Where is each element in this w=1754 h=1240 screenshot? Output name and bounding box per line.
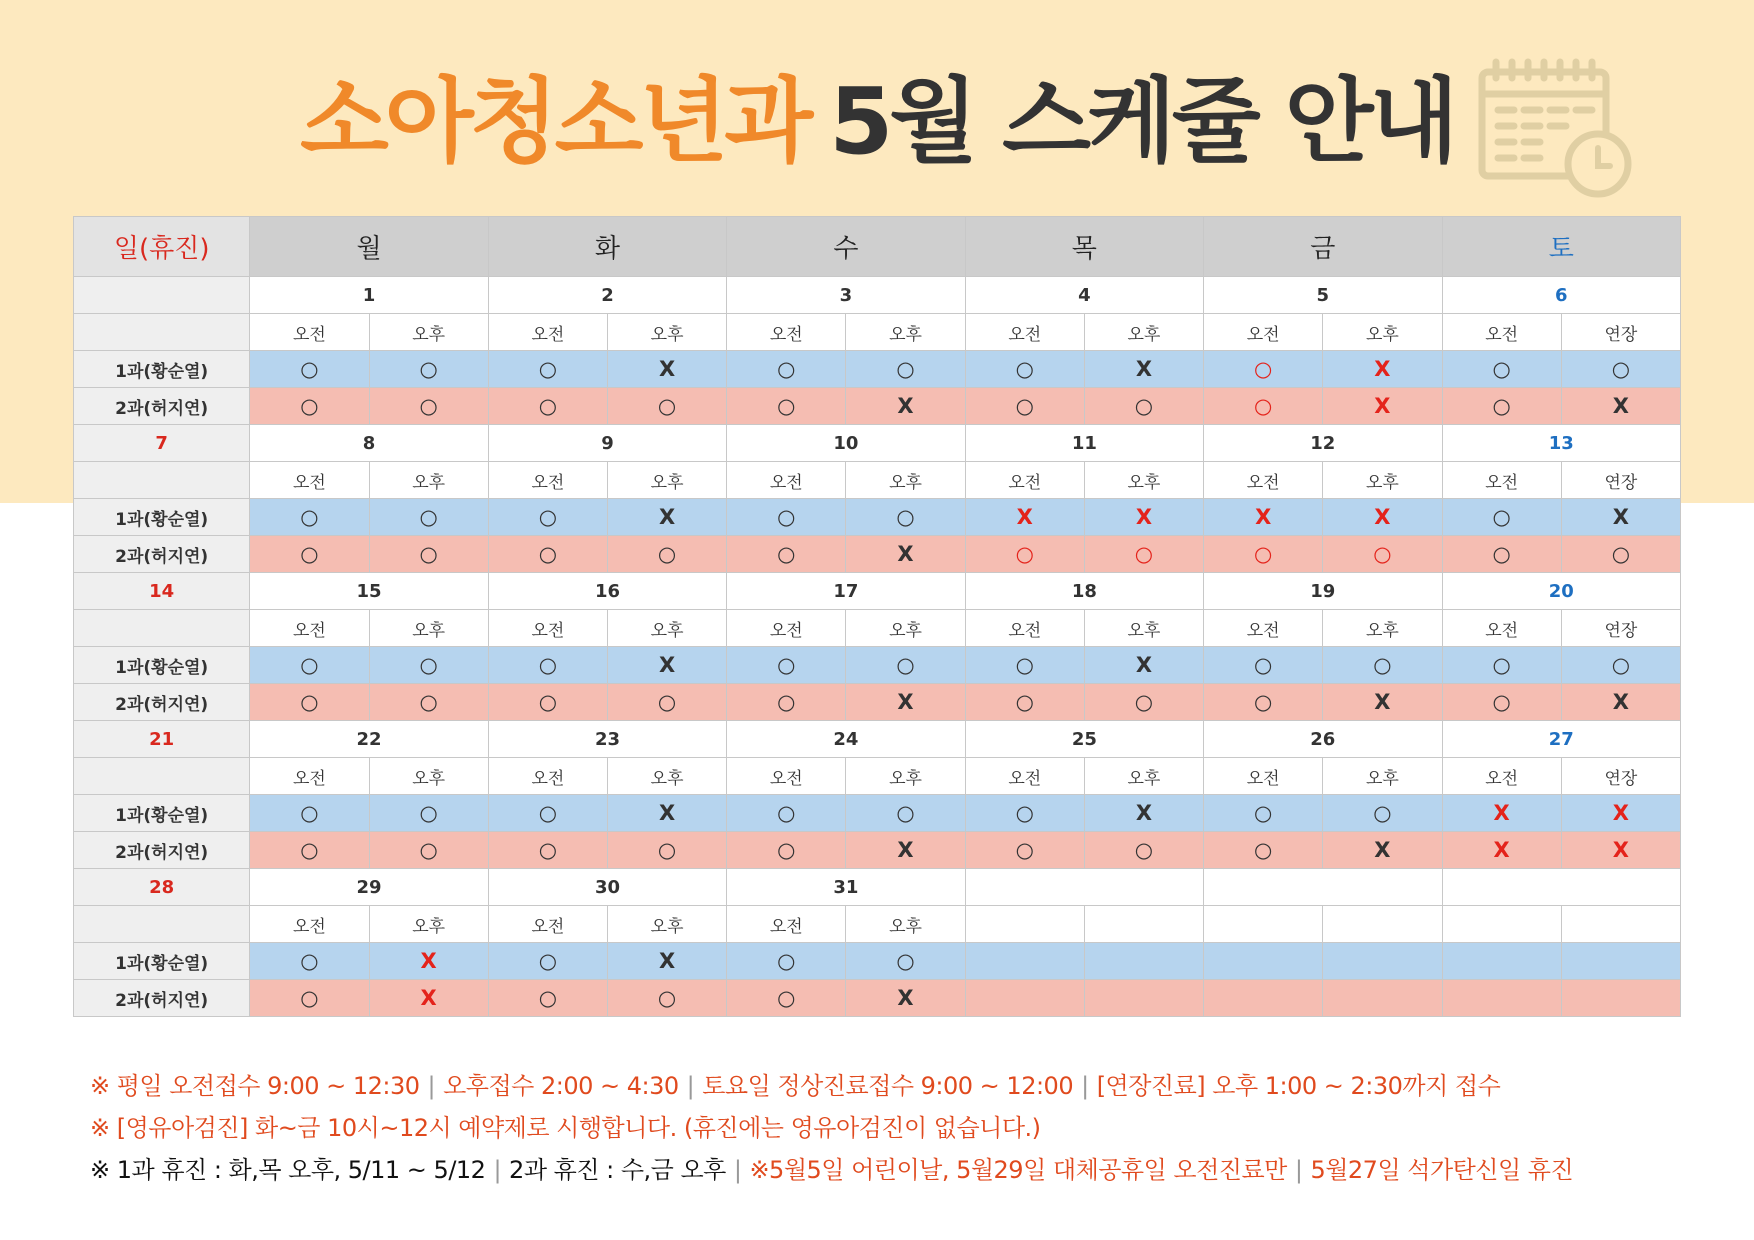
availability-cell: ○ (727, 499, 846, 536)
availability-cell: ○ (488, 832, 607, 869)
ampm-cell: 오후 (846, 314, 965, 351)
date-row (74, 425, 1681, 462)
availability-cell: ○ (250, 647, 369, 684)
ampm-label-cell (74, 906, 250, 943)
ampm-cell: 오전 (1204, 610, 1323, 647)
doctor1-row (74, 943, 1681, 980)
availability-cell: ○ (965, 647, 1084, 684)
availability-cell (1442, 943, 1561, 980)
note-weekday-afternoon: 오후접수 2:00 ~ 4:30 (443, 1072, 679, 1100)
ampm-cell: 오후 (607, 314, 726, 351)
availability-cell: ○ (1204, 795, 1323, 832)
availability-cell: X (1442, 832, 1561, 869)
availability-cell: ○ (369, 647, 488, 684)
availability-cell: X (1323, 684, 1442, 721)
ampm-cell (1204, 906, 1323, 943)
date-cell: 23 (488, 721, 726, 758)
ampm-cell: 오후 (1323, 758, 1442, 795)
availability-cell: ○ (369, 388, 488, 425)
ampm-cell: 오전 (1442, 758, 1561, 795)
availability-cell: X (607, 647, 726, 684)
doctor1-row (74, 795, 1681, 832)
availability-cell: X (1561, 499, 1680, 536)
availability-cell (965, 980, 1084, 1017)
availability-cell: X (607, 943, 726, 980)
ampm-cell: 오전 (965, 758, 1084, 795)
doctor2-label: 2과(허지연) (74, 980, 250, 1017)
availability-cell: X (846, 388, 965, 425)
availability-cell: ○ (965, 351, 1084, 388)
note-separator: | (733, 1156, 742, 1184)
ampm-cell: 오전 (1204, 758, 1323, 795)
ampm-cell: 오후 (1084, 610, 1203, 647)
availability-cell: ○ (1323, 647, 1442, 684)
doctor1-label: 1과(황순열) (74, 499, 250, 536)
date-cell: 27 (1442, 721, 1680, 758)
date-cell: 24 (727, 721, 965, 758)
availability-cell: ○ (488, 647, 607, 684)
availability-cell: ○ (846, 943, 965, 980)
ampm-cell: 오전 (488, 610, 607, 647)
availability-cell: ○ (1442, 684, 1561, 721)
availability-cell: ○ (250, 943, 369, 980)
ampm-row (74, 610, 1681, 647)
availability-cell: ○ (250, 832, 369, 869)
doctor2-label: 2과(허지연) (74, 684, 250, 721)
ampm-cell (1442, 906, 1561, 943)
ampm-cell: 연장 (1561, 610, 1680, 647)
doctor2-row (74, 684, 1681, 721)
availability-cell: ○ (250, 980, 369, 1017)
ampm-cell: 오전 (1442, 610, 1561, 647)
availability-cell: ○ (965, 684, 1084, 721)
date-cell: 19 (1204, 573, 1442, 610)
availability-cell (1442, 980, 1561, 1017)
ampm-cell (1084, 906, 1203, 943)
ampm-cell: 오후 (369, 906, 488, 943)
availability-cell: ○ (846, 647, 965, 684)
title-schedule: 5월 스케쥴 안내 (829, 68, 1455, 175)
ampm-cell: 오후 (607, 462, 726, 499)
availability-cell: X (607, 499, 726, 536)
availability-cell: ○ (1561, 647, 1680, 684)
ampm-cell: 오후 (1323, 462, 1442, 499)
date-cell: 18 (965, 573, 1203, 610)
availability-cell: ○ (369, 832, 488, 869)
availability-cell: X (1084, 499, 1203, 536)
availability-cell: ○ (727, 980, 846, 1017)
availability-cell: ○ (369, 499, 488, 536)
date-row (74, 721, 1681, 758)
availability-cell: ○ (727, 351, 846, 388)
availability-cell: ○ (1084, 388, 1203, 425)
ampm-row (74, 462, 1681, 499)
date-cell: 20 (1442, 573, 1680, 610)
availability-cell: ○ (607, 684, 726, 721)
availability-cell: ○ (1204, 832, 1323, 869)
ampm-cell: 오전 (250, 906, 369, 943)
availability-cell (1561, 980, 1680, 1017)
ampm-label-cell (74, 758, 250, 795)
availability-cell: ○ (607, 980, 726, 1017)
date-cell: 31 (727, 869, 965, 906)
date-cell: 10 (727, 425, 965, 462)
availability-cell (1561, 943, 1680, 980)
availability-cell: ○ (1442, 536, 1561, 573)
availability-cell: ○ (965, 388, 1084, 425)
availability-cell: ○ (488, 684, 607, 721)
availability-cell: ○ (250, 795, 369, 832)
date-cell: 13 (1442, 425, 1680, 462)
ampm-label-cell (74, 610, 250, 647)
availability-cell: ○ (727, 684, 846, 721)
availability-cell: ○ (488, 980, 607, 1017)
availability-cell: ○ (1084, 832, 1203, 869)
ampm-row (74, 314, 1681, 351)
availability-cell: ○ (250, 684, 369, 721)
availability-cell: ○ (250, 351, 369, 388)
availability-cell: X (1323, 499, 1442, 536)
doctor2-label: 2과(허지연) (74, 832, 250, 869)
date-cell: 6 (1442, 277, 1680, 314)
note-buddha-day: 5월27일 석가탄신일 휴진 (1310, 1156, 1574, 1184)
doctor1-label: 1과(황순열) (74, 647, 250, 684)
availability-cell: ○ (1084, 536, 1203, 573)
date-cell: 4 (965, 277, 1203, 314)
ampm-cell: 오전 (488, 462, 607, 499)
availability-cell: ○ (1204, 351, 1323, 388)
availability-cell (1084, 980, 1203, 1017)
ampm-cell: 오후 (1084, 314, 1203, 351)
sunday-date: 7 (74, 425, 250, 462)
ampm-cell: 오후 (846, 610, 965, 647)
ampm-row (74, 758, 1681, 795)
availability-cell (1323, 943, 1442, 980)
date-cell (1204, 869, 1442, 906)
ampm-cell: 오전 (965, 314, 1084, 351)
calendar-clock-icon (1476, 58, 1636, 202)
date-cell: 16 (488, 573, 726, 610)
ampm-cell: 연장 (1561, 758, 1680, 795)
date-row (74, 573, 1681, 610)
ampm-cell (1561, 906, 1680, 943)
ampm-cell: 오후 (1084, 758, 1203, 795)
weekday-header-row (74, 217, 1681, 277)
ampm-cell: 오후 (369, 758, 488, 795)
date-cell (965, 869, 1203, 906)
availability-cell: X (1561, 795, 1680, 832)
ampm-cell: 오후 (607, 758, 726, 795)
note-separator: | (1081, 1072, 1089, 1100)
weekday-tuesday: 화 (488, 217, 726, 277)
date-cell: 15 (250, 573, 488, 610)
date-cell: 5 (1204, 277, 1442, 314)
date-cell: 1 (250, 277, 488, 314)
ampm-cell (965, 906, 1084, 943)
weekday-thursday: 목 (965, 217, 1203, 277)
availability-cell (1204, 980, 1323, 1017)
availability-cell: ○ (1442, 388, 1561, 425)
availability-cell: ○ (607, 536, 726, 573)
ampm-cell: 오전 (250, 758, 369, 795)
note-extended: [연장진료] 오후 1:00 ~ 2:30까지 접수 (1096, 1072, 1501, 1100)
date-cell: 12 (1204, 425, 1442, 462)
ampm-cell: 오후 (846, 462, 965, 499)
availability-cell: ○ (1323, 795, 1442, 832)
sunday-date: 28 (74, 869, 250, 906)
ampm-label-cell (74, 314, 250, 351)
doctor1-label: 1과(황순열) (74, 351, 250, 388)
ampm-label-cell (74, 462, 250, 499)
availability-cell: ○ (846, 499, 965, 536)
availability-cell: X (846, 536, 965, 573)
availability-cell: ○ (488, 795, 607, 832)
date-cell: 25 (965, 721, 1203, 758)
availability-cell: ○ (488, 388, 607, 425)
ampm-cell: 오전 (727, 462, 846, 499)
doctor2-label: 2과(허지연) (74, 536, 250, 573)
note-separator: | (427, 1072, 436, 1100)
ampm-cell: 오전 (250, 314, 369, 351)
note-holidays: ※5월5일 어린이날, 5월29일 대체공휴일 오전진료만 (749, 1156, 1287, 1184)
weekday-saturday: 토 (1442, 217, 1680, 277)
ampm-cell: 오후 (1084, 462, 1203, 499)
availability-cell: ○ (1204, 647, 1323, 684)
ampm-cell: 오후 (846, 758, 965, 795)
weekday-friday: 금 (1204, 217, 1442, 277)
ampm-cell: 오전 (1204, 314, 1323, 351)
ampm-cell: 오전 (1204, 462, 1323, 499)
availability-cell (1084, 943, 1203, 980)
note-weekday-morning: ※ 평일 오전접수 9:00 ~ 12:30 (90, 1072, 420, 1100)
availability-cell: ○ (1442, 499, 1561, 536)
ampm-row (74, 906, 1681, 943)
availability-cell: ○ (727, 943, 846, 980)
availability-cell: ○ (250, 536, 369, 573)
date-cell: 17 (727, 573, 965, 610)
note-separator: | (1294, 1156, 1303, 1184)
availability-cell: X (607, 795, 726, 832)
ampm-cell: 오후 (607, 906, 726, 943)
availability-cell: X (607, 351, 726, 388)
ampm-cell: 오전 (965, 610, 1084, 647)
availability-cell: ○ (488, 351, 607, 388)
date-cell: 9 (488, 425, 726, 462)
date-cell: 11 (965, 425, 1203, 462)
ampm-cell: 오전 (965, 462, 1084, 499)
ampm-cell: 오전 (250, 462, 369, 499)
title-department: 소아청소년과 (300, 68, 810, 175)
availability-cell: X (1084, 647, 1203, 684)
ampm-cell: 오후 (369, 314, 488, 351)
availability-cell: X (846, 980, 965, 1017)
doctor2-row (74, 388, 1681, 425)
date-cell: 2 (488, 277, 726, 314)
ampm-cell: 오후 (1323, 314, 1442, 351)
date-row (74, 277, 1681, 314)
ampm-cell: 오후 (1323, 610, 1442, 647)
availability-cell: ○ (488, 499, 607, 536)
availability-cell: ○ (727, 795, 846, 832)
date-cell: 8 (250, 425, 488, 462)
availability-cell (1204, 943, 1323, 980)
availability-cell: X (1084, 795, 1203, 832)
note-closures (90, 1149, 1710, 1191)
note-2gwa-closed: 2과 휴진 : 수,금 오후 (509, 1156, 726, 1184)
availability-cell: ○ (1204, 684, 1323, 721)
notes (90, 1065, 1710, 1191)
date-cell: 22 (250, 721, 488, 758)
availability-cell: X (1204, 499, 1323, 536)
availability-cell (965, 943, 1084, 980)
note-separator: | (493, 1156, 502, 1184)
date-cell: 30 (488, 869, 726, 906)
availability-cell: ○ (1442, 647, 1561, 684)
ampm-cell: 오전 (488, 758, 607, 795)
availability-cell: ○ (727, 832, 846, 869)
doctor2-row (74, 980, 1681, 1017)
availability-cell: ○ (488, 536, 607, 573)
availability-cell: X (1323, 832, 1442, 869)
ampm-cell: 연장 (1561, 314, 1680, 351)
doctor2-label: 2과(허지연) (74, 388, 250, 425)
ampm-cell: 오전 (727, 906, 846, 943)
availability-cell: ○ (965, 832, 1084, 869)
ampm-cell: 오후 (369, 462, 488, 499)
availability-cell: X (1442, 795, 1561, 832)
availability-cell: ○ (846, 795, 965, 832)
availability-cell: X (1323, 388, 1442, 425)
availability-cell: ○ (727, 647, 846, 684)
note-saturday: 토요일 정상진료접수 9:00 ~ 12:00 (702, 1072, 1074, 1100)
availability-cell: X (1561, 388, 1680, 425)
ampm-cell: 오후 (846, 906, 965, 943)
doctor2-row (74, 832, 1681, 869)
availability-cell: ○ (369, 684, 488, 721)
ampm-cell: 오전 (727, 758, 846, 795)
availability-cell: ○ (727, 388, 846, 425)
availability-cell: ○ (1204, 536, 1323, 573)
ampm-cell: 연장 (1561, 462, 1680, 499)
availability-cell: ○ (369, 536, 488, 573)
doctor1-row (74, 499, 1681, 536)
availability-cell (1323, 980, 1442, 1017)
ampm-cell (1323, 906, 1442, 943)
ampm-cell: 오전 (488, 906, 607, 943)
availability-cell: X (369, 943, 488, 980)
sunday-date (74, 277, 250, 314)
availability-cell: X (1561, 832, 1680, 869)
availability-cell: ○ (250, 499, 369, 536)
doctor2-row (74, 536, 1681, 573)
availability-cell: ○ (965, 536, 1084, 573)
availability-cell: ○ (727, 536, 846, 573)
schedule-table (73, 216, 1681, 1017)
availability-cell: ○ (846, 351, 965, 388)
ampm-cell: 오전 (488, 314, 607, 351)
ampm-cell: 오후 (369, 610, 488, 647)
ampm-cell: 오전 (250, 610, 369, 647)
availability-cell: ○ (965, 795, 1084, 832)
date-cell: 3 (727, 277, 965, 314)
availability-cell: ○ (1323, 536, 1442, 573)
weekday-monday: 월 (250, 217, 488, 277)
availability-cell: ○ (1561, 536, 1680, 573)
weekday-sunday: 일(휴진) (74, 217, 250, 277)
availability-cell: X (1084, 351, 1203, 388)
ampm-cell: 오전 (1442, 462, 1561, 499)
availability-cell: ○ (369, 795, 488, 832)
date-cell: 26 (1204, 721, 1442, 758)
note-checkup: ※ [영유아검진] 화~금 10시~12시 예약제로 시행합니다. (휴진에는 영유아검진이 없습니다.) (90, 1114, 1041, 1142)
date-row (74, 869, 1681, 906)
availability-cell: X (846, 832, 965, 869)
ampm-cell: 오전 (727, 314, 846, 351)
doctor1-row (74, 647, 1681, 684)
availability-cell: X (846, 684, 965, 721)
sunday-date: 21 (74, 721, 250, 758)
note-separator: | (686, 1072, 695, 1100)
availability-cell: ○ (250, 388, 369, 425)
availability-cell: X (1561, 684, 1680, 721)
availability-cell: ○ (369, 351, 488, 388)
availability-cell: ○ (1204, 388, 1323, 425)
availability-cell: X (965, 499, 1084, 536)
date-cell (1442, 869, 1680, 906)
sunday-date: 14 (74, 573, 250, 610)
ampm-cell: 오전 (727, 610, 846, 647)
availability-cell: ○ (1442, 351, 1561, 388)
doctor1-row (74, 351, 1681, 388)
page-title (300, 62, 1455, 182)
availability-cell: X (1323, 351, 1442, 388)
doctor1-label: 1과(황순열) (74, 795, 250, 832)
availability-cell: X (369, 980, 488, 1017)
note-1gwa-closed: ※ 1과 휴진 : 화,목 오후, 5/11 ~ 5/12 (90, 1156, 486, 1184)
availability-cell: ○ (607, 388, 726, 425)
note-hours (90, 1065, 1710, 1107)
weekday-wednesday: 수 (727, 217, 965, 277)
ampm-cell: 오후 (607, 610, 726, 647)
availability-cell: ○ (1561, 351, 1680, 388)
availability-cell: ○ (1084, 684, 1203, 721)
date-cell: 29 (250, 869, 488, 906)
doctor1-label: 1과(황순열) (74, 943, 250, 980)
availability-cell: ○ (488, 943, 607, 980)
ampm-cell: 오전 (1442, 314, 1561, 351)
availability-cell: ○ (607, 832, 726, 869)
